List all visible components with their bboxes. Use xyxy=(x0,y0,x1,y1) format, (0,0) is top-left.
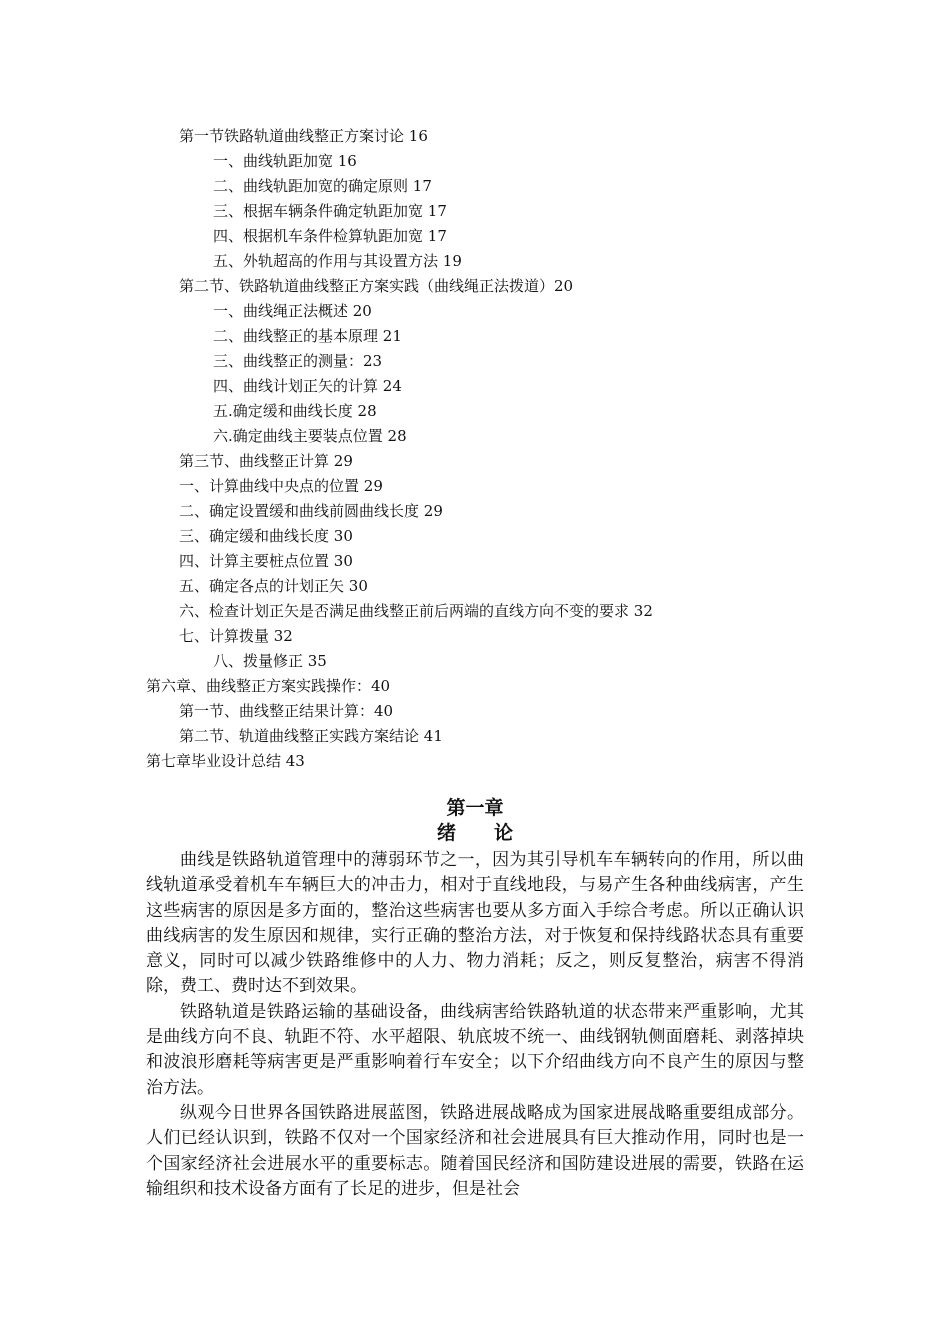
toc-entry-item[interactable]: 五、外轨超高的作用与其设置方法 19 xyxy=(213,252,462,270)
body-paragraph: 铁路轨道是铁路运输的基础设备，曲线病害给铁路轨道的状态带来严重影响，尤其是曲线方向不良、轨距不符、水平超限、轨底坡不统一、曲线钢轨侧面磨耗、剥落掉块和波浪形磨耗等病害更是严重影响着行车安全；以下介绍曲线方向不良产生的原因与整治方法。 xyxy=(146,1001,804,1098)
toc-entry-chapter[interactable]: 第七章毕业设计总结 43 xyxy=(146,752,305,770)
toc-entry-item[interactable]: 一、曲线绳正法概述 20 xyxy=(213,302,372,320)
toc-entry-section[interactable]: 第二节、铁路轨道曲线整正方案实践（曲线绳正法拨道）20 xyxy=(179,277,574,295)
chapter-body xyxy=(146,848,804,1202)
toc-entry-item[interactable]: 五.确定缓和曲线长度 28 xyxy=(213,402,377,420)
toc-entry-item[interactable]: 四、根据机车条件检算轨距加宽 17 xyxy=(213,227,447,245)
toc-entry-item[interactable]: 三、根据车辆条件确定轨距加宽 17 xyxy=(213,202,447,220)
toc-entry-item[interactable]: 四、计算主要桩点位置 30 xyxy=(179,552,353,570)
toc-entry-item[interactable]: 三、曲线整正的测量：23 xyxy=(213,352,383,370)
toc-entry-section[interactable]: 第三节、曲线整正计算 29 xyxy=(179,452,353,470)
toc-entry-item[interactable]: 八、拨量修正 35 xyxy=(213,652,327,670)
toc-entry-section[interactable]: 第一节铁路轨道曲线整正方案讨论 16 xyxy=(179,127,428,145)
toc-entry-item[interactable]: 二、曲线整正的基本原理 21 xyxy=(213,327,402,345)
toc-entry-section[interactable]: 第一节、曲线整正结果计算：40 xyxy=(179,702,394,720)
chapter-number: 第一章 xyxy=(446,797,504,819)
toc-entry-chapter[interactable]: 第六章、曲线整正方案实践操作：40 xyxy=(146,677,391,695)
toc-entry-item[interactable]: 二、曲线轨距加宽的确定原则 17 xyxy=(213,177,432,195)
toc-entry-item[interactable]: 一、计算曲线中央点的位置 29 xyxy=(179,477,383,495)
toc-entry-item[interactable]: 六.确定曲线主要装点位置 28 xyxy=(213,427,407,445)
chapter-title: 绪 论 xyxy=(436,822,513,844)
toc-entry-item[interactable]: 五、确定各点的计划正矢 30 xyxy=(179,577,368,595)
toc-entry-section[interactable]: 第二节、轨道曲线整正实践方案结论 41 xyxy=(179,727,443,745)
toc-entry-item[interactable]: 三、确定缓和曲线长度 30 xyxy=(179,527,353,545)
body-paragraph: 曲线是铁路轨道管理中的薄弱环节之一，因为其引导机车车辆转向的作用，所以曲线轨道承受着机车车辆巨大的冲击力，相对于直线地段，与易产生各种曲线病害，产生这些病害的原因是多方面的，整治这些病害也要从多方面入手综合考虑。所以正确认识曲线病害的发生原因和规律，实行正确的整治方法，对于恢复和保持线路状态具有重要意义，同时可以减少铁路维修中的人力、物力消耗；反之，则反复整治，病害不得消除，费工、费时达不到效果。 xyxy=(146,850,804,997)
body-paragraph: 纵观今日世界各国铁路进展蓝图，铁路进展战略成为国家进展战略重要组成部分。人们已经认识到，铁路不仅对一个国家经济和社会进展具有巨大推动作用，同时也是一个国家经济社会进展水平的重要标志。随着国民经济和国防建设进展的需要，铁路在运输组织和技术设备方面有了长足的进步，但是社会 xyxy=(146,1102,804,1199)
toc-entry-item[interactable]: 一、曲线轨距加宽 16 xyxy=(213,152,357,170)
toc-entry-item[interactable]: 六、检查计划正矢是否满足曲线整正前后两端的直线方向不变的要求 32 xyxy=(179,602,653,620)
toc-entry-item[interactable]: 七、计算拨量 32 xyxy=(179,627,293,645)
toc-entry-item[interactable]: 二、确定设置缓和曲线前圆曲线长度 29 xyxy=(179,502,443,520)
toc-entry-item[interactable]: 四、曲线计划正矢的计算 24 xyxy=(213,377,402,395)
